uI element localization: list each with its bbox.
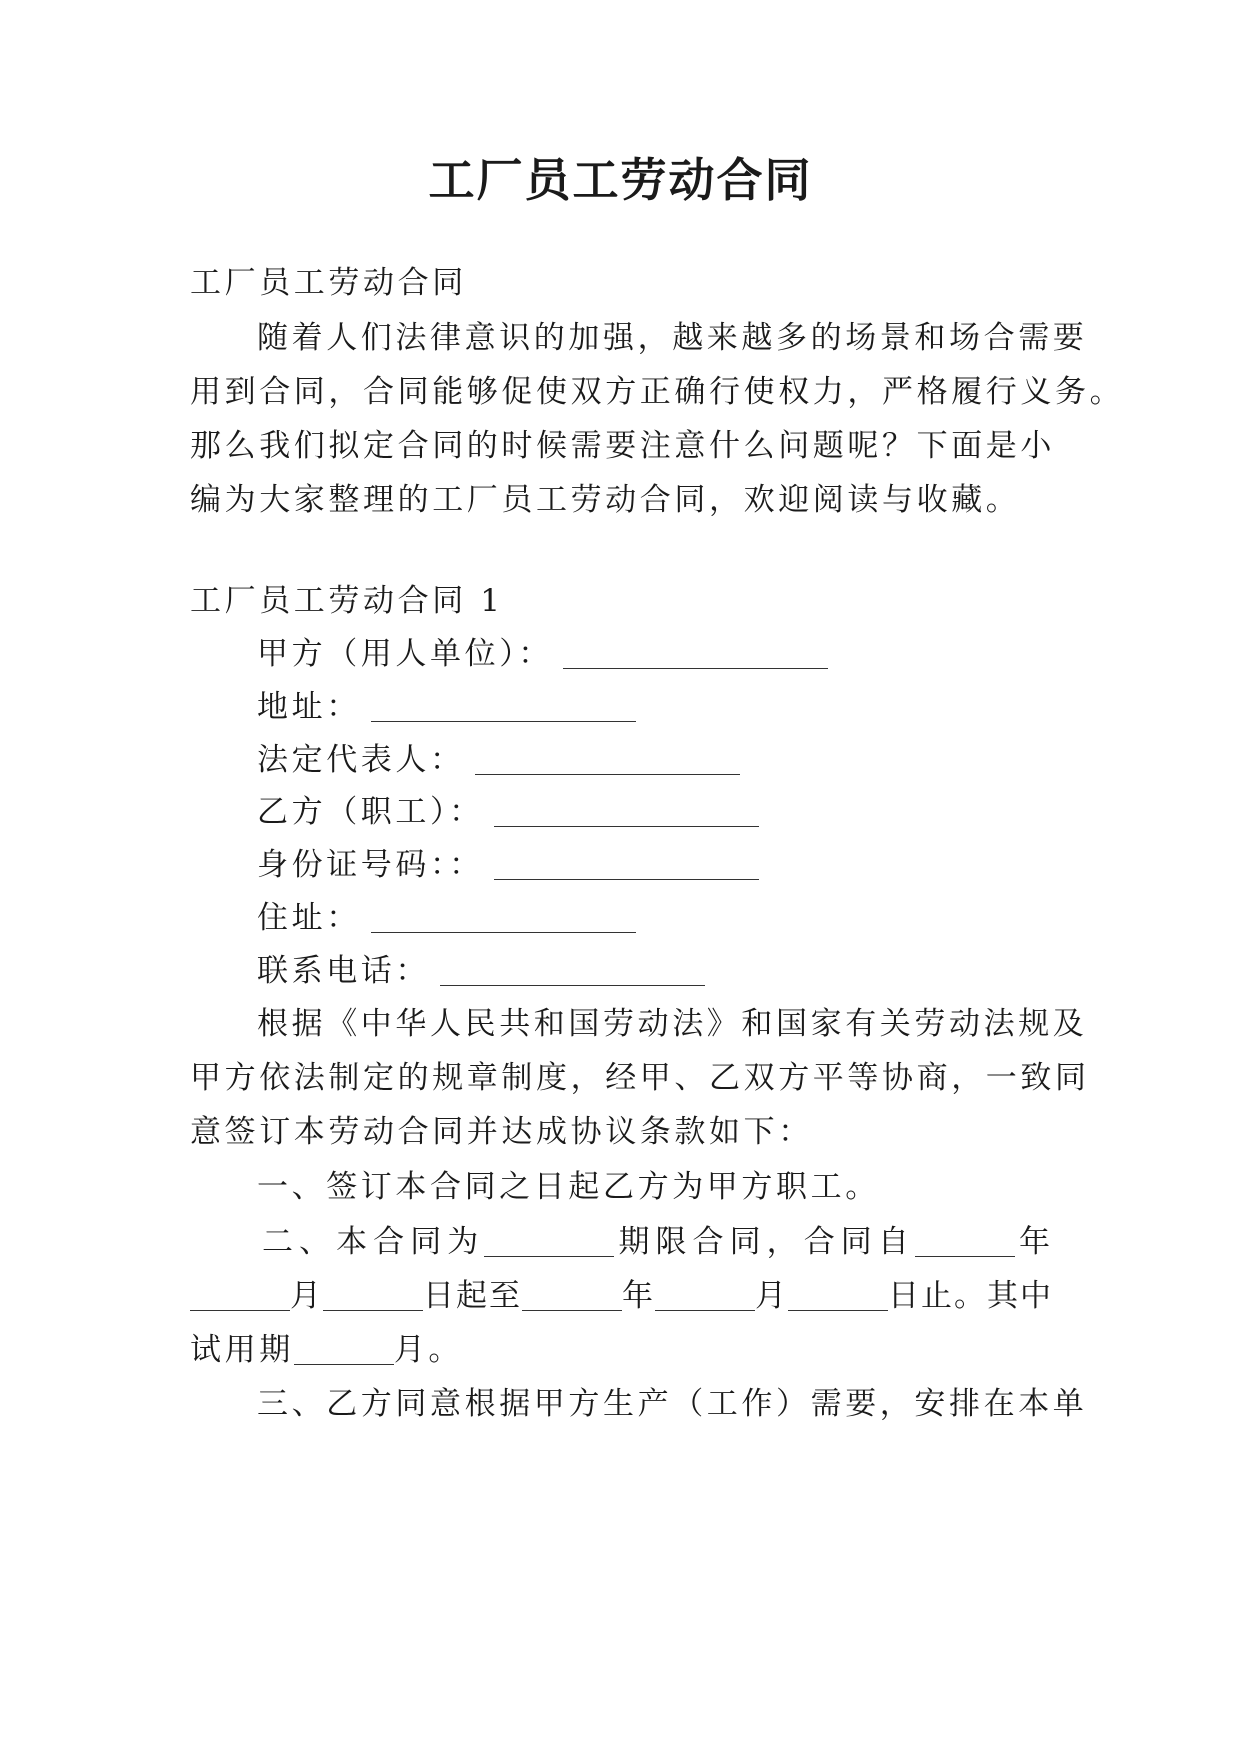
clause-3: 三、乙方同意根据甲方生产（工作）需要，安排在本单 — [257, 1386, 1088, 1422]
id-number-blank — [494, 846, 759, 880]
field-id-number-label: 身份证号码：： — [257, 847, 484, 883]
start-day-blank — [323, 1277, 423, 1311]
basis-line-2: 甲方依法制定的规章制度，经甲、乙双方平等协商，一致同 — [190, 1060, 1090, 1096]
section-heading: 工厂员工劳动合同 1 — [190, 583, 504, 619]
field-phone-label: 联系电话： — [257, 953, 430, 989]
clause-2-text-d: 月 — [290, 1278, 323, 1314]
end-month-blank — [655, 1277, 755, 1311]
clause-2-line-1 — [262, 1222, 1052, 1262]
address-blank — [371, 688, 636, 722]
subtitle: 工厂员工劳动合同 — [190, 265, 467, 301]
end-year-blank — [522, 1277, 622, 1311]
clause-2-text-j: 月。 — [393, 1332, 464, 1368]
basis-line-3: 意签订本劳动合同并达成协议条款如下： — [190, 1114, 813, 1150]
term-type-blank — [484, 1223, 614, 1257]
basis-line-1: 根据《中华人民共和国劳动法》和国家有关劳动法规及 — [257, 1006, 1088, 1042]
clause-2-text-f: 年 — [622, 1278, 655, 1314]
clause-2-text-a: 二、本合同为 — [262, 1224, 485, 1260]
field-address-label: 地址： — [257, 689, 361, 725]
intro-line-3: 那么我们拟定合同的时候需要注意什么问题呢？下面是小 — [190, 428, 1055, 464]
legal-rep-blank — [475, 741, 740, 775]
intro-line-2: 用到合同，合同能够促使双方正确行使权力，严格履行义务。 — [190, 374, 1125, 410]
end-day-blank — [788, 1277, 888, 1311]
clause-2-line-3 — [190, 1330, 463, 1370]
field-id-number — [257, 845, 759, 885]
field-legal-rep — [257, 740, 740, 780]
field-legal-rep-label: 法定代表人： — [257, 742, 465, 778]
party-b-blank — [494, 793, 759, 827]
field-party-a — [257, 634, 828, 674]
clause-2-text-b: 期限合同，合同自 — [614, 1224, 915, 1260]
phone-blank — [440, 952, 705, 986]
clause-2-text-g: 月 — [755, 1278, 788, 1314]
field-address — [257, 687, 636, 727]
clause-2-text-i: 试用期 — [190, 1332, 294, 1368]
clause-2-text-e: 日起至 — [423, 1278, 522, 1314]
clause-1: 一、签订本合同之日起乙方为甲方职工。 — [257, 1169, 880, 1205]
document-title: 工厂员工劳动合同 — [428, 153, 813, 207]
intro-line-1: 随着人们法律意识的加强，越来越多的场景和场合需要 — [257, 320, 1088, 356]
residence-blank — [371, 899, 636, 933]
field-party-a-label: 甲方（用人单位）： — [257, 636, 553, 672]
clause-2-text-h: 日止。其中 — [888, 1278, 1053, 1314]
intro-line-4: 编为大家整理的工厂员工劳动合同，欢迎阅读与收藏。 — [190, 482, 1021, 518]
start-month-blank — [190, 1277, 290, 1311]
field-phone — [257, 951, 705, 991]
field-party-b — [257, 792, 759, 832]
field-residence-label: 住址： — [257, 900, 361, 936]
clause-2-line-2 — [190, 1276, 1052, 1316]
field-residence — [257, 898, 636, 938]
party-a-blank — [563, 635, 828, 669]
start-year-blank — [915, 1223, 1015, 1257]
probation-blank — [294, 1331, 394, 1365]
clause-2-text-c: 年 — [1014, 1224, 1052, 1260]
field-party-b-label: 乙方（职工）： — [257, 794, 484, 830]
